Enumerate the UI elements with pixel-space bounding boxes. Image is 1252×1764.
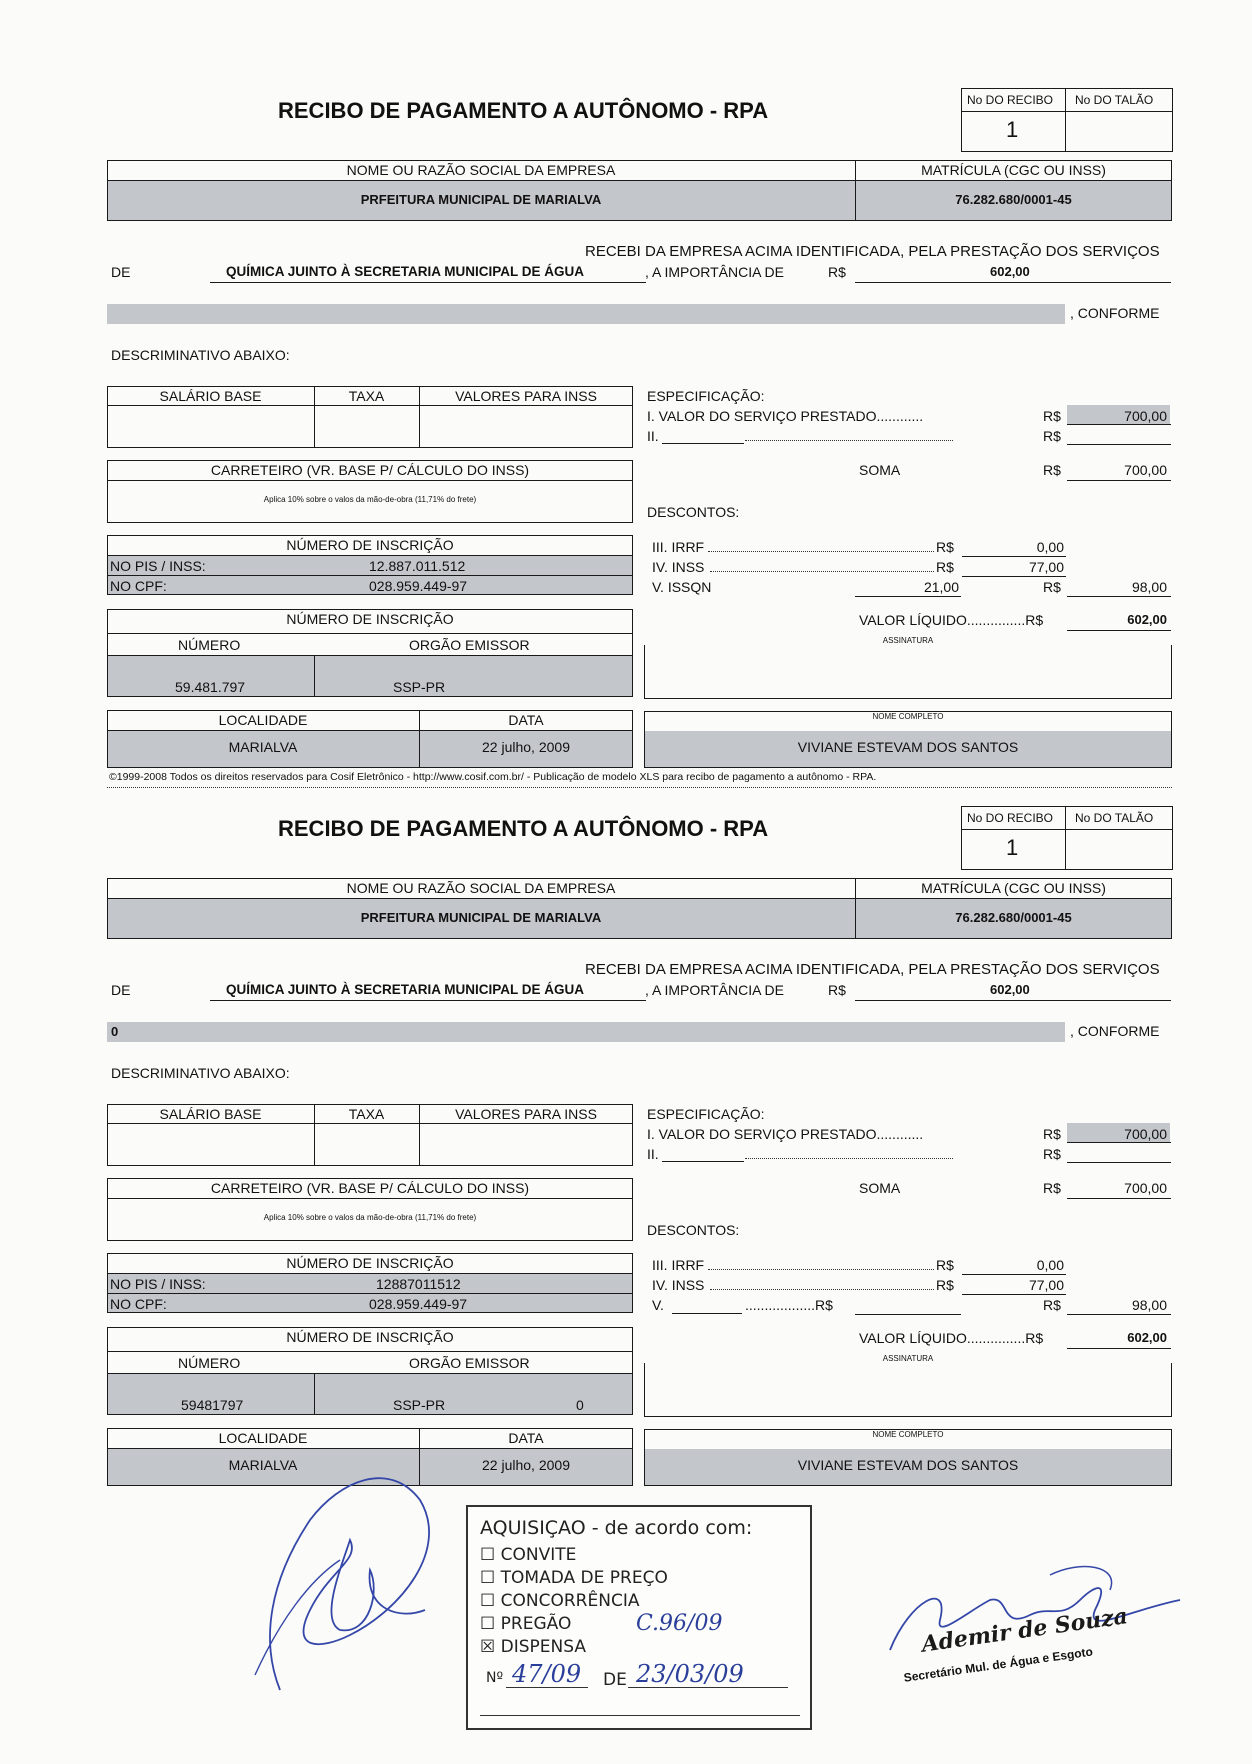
recibo-label: No DO RECIBO: [967, 811, 1054, 825]
valor-liquido-value: 602,00: [1127, 1330, 1167, 1345]
valores-inss-header: VALORES PARA INSS: [455, 388, 597, 404]
valor-servico-rs: R$: [1043, 1126, 1061, 1142]
stamp-no-value: 47/09: [512, 1660, 582, 1688]
irrf-value: 0,00: [1036, 539, 1064, 555]
valor-servico-rs: R$: [1043, 408, 1061, 424]
localidade-value: MARIALVA: [228, 1457, 298, 1473]
item-ii-label: II.: [647, 1146, 659, 1162]
soma-label: SOMA: [859, 462, 901, 478]
stamp-option-pregao: ☐ PREGÃO: [480, 1614, 572, 1634]
soma-value: 700,00: [1124, 462, 1167, 478]
nome-completo-label: NOME COMPLETO: [872, 1430, 944, 1439]
receipt-title: RECIBO DE PAGAMENTO A AUTÔNOMO - RPA: [278, 98, 769, 123]
pis-value: 12.887.011.512: [369, 558, 466, 574]
irrf-value: 0,00: [1036, 1257, 1064, 1273]
stamp-heading: AQUISIÇAO - de acordo com:: [480, 1517, 753, 1539]
valor-liquido-label: VALOR LÍQUIDO...............R$: [859, 1330, 1044, 1346]
recebi-text: RECEBI DA EMPRESA ACIMA IDENTIFICADA, PELA PRESTAÇÃO DOS SERVIÇOS: [585, 961, 1160, 978]
descontos-rs: R$: [1043, 579, 1061, 595]
cpf-label: NO CPF:: [110, 1296, 167, 1312]
pis-label: NO PIS / INSS:: [110, 1276, 206, 1292]
extenso-field: [107, 1022, 1065, 1042]
pis-value: 12887011512: [376, 1276, 461, 1292]
salario-base-header: SALÁRIO BASE: [159, 388, 262, 404]
localidade-label: LOCALIDADE: [218, 1430, 308, 1446]
inss-label: IV. INSS: [652, 1277, 705, 1293]
descriminativo-label: DESCRIMINATIVO ABAIXO:: [111, 1065, 290, 1081]
localidade-label: LOCALIDADE: [218, 712, 308, 728]
item-ii-rs: R$: [1043, 428, 1061, 444]
descriminativo-label: DESCRIMINATIVO ABAIXO:: [111, 347, 290, 363]
cpf-label: NO CPF:: [110, 578, 167, 594]
de-label: DE: [111, 264, 131, 280]
carreteiro-label: CARRETEIRO (VR. BASE P/ CÁLCULO DO INSS): [210, 1180, 530, 1196]
irrf-rs: R$: [936, 1257, 954, 1273]
empresa-name: PRFEITURA MUNICIPAL DE MARIALVA: [360, 910, 602, 925]
descontos-total: 98,00: [1131, 1297, 1167, 1313]
nome-completo-value: VIVIANE ESTEVAM DOS SANTOS: [797, 1457, 1019, 1473]
orgao-value: SSP-PR: [393, 679, 446, 695]
signature-name: Ademir de Souza: [920, 1603, 1130, 1658]
matricula-value: 76.282.680/0001-45: [955, 192, 1072, 207]
item-ii-rs: R$: [1043, 1146, 1061, 1162]
item-ii-label: II.: [647, 428, 659, 444]
stamp-date-value: 23/03/09: [636, 1660, 744, 1688]
nome-completo-value: VIVIANE ESTEVAM DOS SANTOS: [797, 739, 1019, 755]
servico-value: QUÍMICA JUINTO À SECRETARIA MUNICIPAL DE ÁGUA: [226, 982, 585, 997]
cpf-value: 028.959.449-97: [369, 578, 468, 594]
carreteiro-label: CARRETEIRO (VR. BASE P/ CÁLCULO DO INSS): [210, 462, 530, 478]
talao-label: No DO TALÃO: [1075, 93, 1154, 107]
irrf-label: III. IRRF: [652, 539, 705, 555]
orgao-label: ORGÃO EMISSOR: [409, 637, 530, 653]
valores-inss-header: VALORES PARA INSS: [455, 1106, 597, 1122]
soma-label: SOMA: [859, 1180, 901, 1196]
descontos-label: DESCONTOS:: [647, 1222, 740, 1238]
talao-label: No DO TALÃO: [1075, 811, 1154, 825]
issqn-suffix: ..................R$: [745, 1297, 833, 1313]
assinatura-label: ASSINATURA: [644, 1355, 1172, 1363]
recibo-label: No DO RECIBO: [967, 93, 1054, 107]
numero-value: 59.481.797: [175, 679, 246, 695]
stamp-no-label: Nº: [486, 1670, 504, 1686]
inss-value: 77,00: [1028, 1277, 1064, 1293]
documento-header: NÚMERO DE INSCRIÇÃO: [286, 1329, 454, 1345]
data-label: DATA: [508, 1430, 544, 1446]
valor-liquido-label: VALOR LÍQUIDO...............R$: [859, 612, 1044, 628]
especificacao-label: ESPECIFICAÇÃO:: [647, 1106, 765, 1122]
conforme-label: , CONFORME: [1070, 1023, 1160, 1039]
rs-label: R$: [828, 264, 846, 280]
descontos-total: 98,00: [1131, 579, 1167, 595]
copyright-text: ©1999-2008 Todos os direitos reservados para Cosif Eletrônico - http://www.cosif.com.br/ - Publicação de modelo XLS para recibo de pagamento a autônomo - RPA.: [109, 771, 877, 783]
taxa-header: TAXA: [348, 1106, 385, 1122]
nome-completo-label: NOME COMPLETO: [872, 712, 944, 721]
descontos-rs: R$: [1043, 1297, 1061, 1313]
issqn-label: V.: [652, 1297, 664, 1313]
stamp-option-convite: ☐ CONVITE: [480, 1545, 577, 1565]
inss-rs: R$: [936, 559, 954, 575]
aplica-note: Aplica 10% sobre o valos da mão-de-obra (11,71% do frete): [263, 495, 477, 504]
inscricao-header: NÚMERO DE INSCRIÇÃO: [286, 537, 454, 553]
recebi-text: RECEBI DA EMPRESA ACIMA IDENTIFICADA, PELA PRESTAÇÃO DOS SERVIÇOS: [585, 243, 1160, 260]
rs-label: R$: [828, 982, 846, 998]
taxa-header: TAXA: [348, 388, 385, 404]
aquisicao-stamp: [466, 1505, 812, 1730]
importancia-value: 602,00: [990, 264, 1030, 279]
importancia-value: 602,00: [990, 982, 1030, 997]
aplica-note: Aplica 10% sobre o valos da mão-de-obra (11,71% do frete): [263, 1213, 477, 1222]
pregao-note: C.96/09: [636, 1611, 723, 1636]
data-label: DATA: [508, 712, 544, 728]
importancia-label: , A IMPORTÂNCIA DE: [645, 264, 785, 280]
extenso-field: [107, 304, 1065, 324]
orgao-label: ORGÃO EMISSOR: [409, 1355, 530, 1371]
servico-value: QUÍMICA JUINTO À SECRETARIA MUNICIPAL DE ÁGUA: [226, 264, 585, 279]
localidade-value: MARIALVA: [228, 739, 298, 755]
numero-label: NÚMERO: [178, 1355, 241, 1371]
issqn-value: 21,00: [923, 579, 959, 595]
stamp-option-concorrencia: ☐ CONCORRÊNCIA: [480, 1591, 640, 1611]
stamp-option-tomada: ☐ TOMADA DE PREÇO: [480, 1568, 668, 1588]
empresa-label: NOME OU RAZÃO SOCIAL DA EMPRESA: [346, 880, 616, 896]
valor-servico-label: I. VALOR DO SERVIÇO PRESTADO............: [647, 1126, 924, 1142]
numero-label: NÚMERO: [178, 637, 241, 653]
matricula-label: MATRÍCULA (CGC OU INSS): [921, 880, 1106, 896]
soma-rs: R$: [1043, 462, 1061, 478]
especificacao-label: ESPECIFICAÇÃO:: [647, 388, 765, 404]
receipt-title: RECIBO DE PAGAMENTO A AUTÔNOMO - RPA: [278, 816, 769, 841]
empresa-label: NOME OU RAZÃO SOCIAL DA EMPRESA: [346, 162, 616, 178]
data-value: 22 julho, 2009: [482, 1457, 570, 1473]
recibo-number: 1: [1006, 117, 1019, 142]
numero-value: 59481797: [181, 1397, 244, 1413]
matricula-label: MATRÍCULA (CGC OU INSS): [921, 162, 1106, 178]
empresa-name: PRFEITURA MUNICIPAL DE MARIALVA: [360, 192, 602, 207]
assinatura-label: ASSINATURA: [644, 637, 1172, 645]
orgao-extra: 0: [576, 1397, 584, 1413]
soma-value: 700,00: [1124, 1180, 1167, 1196]
descontos-label: DESCONTOS:: [647, 504, 740, 520]
importancia-label: , A IMPORTÂNCIA DE: [645, 982, 785, 998]
inss-label: IV. INSS: [652, 559, 705, 575]
data-value: 22 julho, 2009: [482, 739, 570, 755]
recibo-number: 1: [1006, 835, 1019, 860]
de-label: DE: [111, 982, 131, 998]
inss-value: 77,00: [1028, 559, 1064, 575]
conforme-label: , CONFORME: [1070, 305, 1160, 321]
matricula-value: 76.282.680/0001-45: [955, 910, 1072, 925]
signature-scribble-left: [250, 1460, 460, 1700]
stamp-de-label: DE: [603, 1670, 627, 1690]
irrf-rs: R$: [936, 539, 954, 555]
cpf-value: 028.959.449-97: [369, 1296, 468, 1312]
documento-header: NÚMERO DE INSCRIÇÃO: [286, 611, 454, 627]
soma-rs: R$: [1043, 1180, 1061, 1196]
receipt-2: [0, 718, 1252, 1508]
inscricao-header: NÚMERO DE INSCRIÇÃO: [286, 1255, 454, 1271]
assinatura-box: [644, 637, 1172, 699]
inss-rs: R$: [936, 1277, 954, 1293]
assinatura-box: [644, 1355, 1172, 1417]
valor-servico-value: 700,00: [1124, 1126, 1167, 1142]
signature-role: Secretário Mul. de Água e Esgoto: [902, 1644, 1094, 1685]
receipt-1: [0, 0, 1252, 790]
orgao-value: SSP-PR: [393, 1397, 446, 1413]
extenso-value: 0: [111, 1024, 119, 1039]
valor-servico-value: 700,00: [1124, 408, 1167, 424]
irrf-label: III. IRRF: [652, 1257, 705, 1273]
valor-liquido-value: 602,00: [1127, 612, 1167, 627]
valor-servico-label: I. VALOR DO SERVIÇO PRESTADO............: [647, 408, 924, 424]
pis-label: NO PIS / INSS:: [110, 558, 206, 574]
issqn-label: V. ISSQN: [652, 579, 712, 595]
stamp-option-dispensa: ☒ DISPENSA: [480, 1637, 586, 1657]
salario-base-header: SALÁRIO BASE: [159, 1106, 262, 1122]
